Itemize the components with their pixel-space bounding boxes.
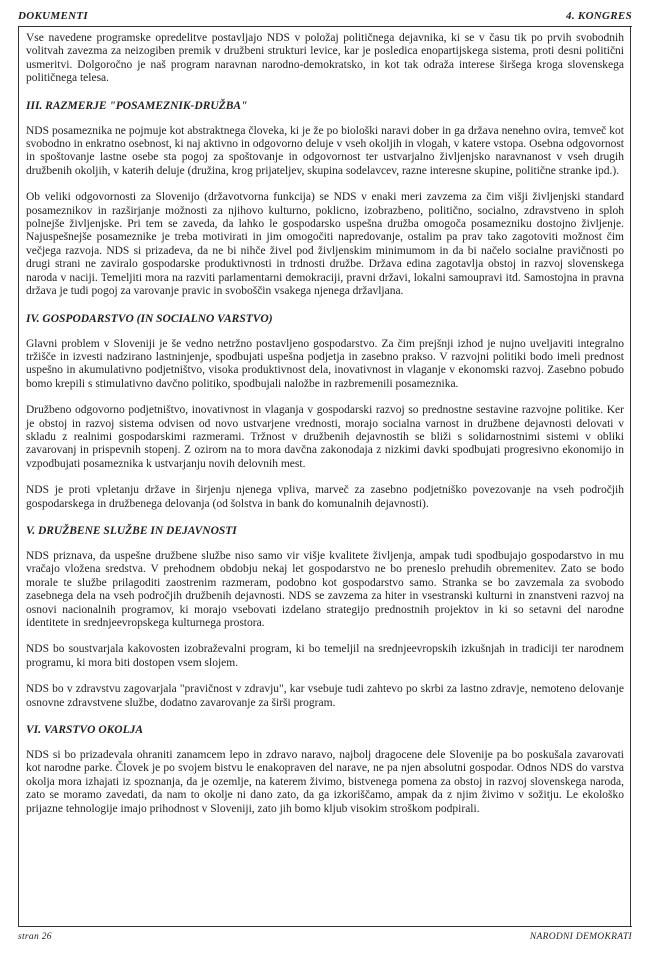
footer-rule xyxy=(18,926,632,927)
header-section-label: DOKUMENTI xyxy=(18,10,88,22)
paragraph: NDS je proti vpletanju države in širjenju njenega vpliva, marveč za zasebno podjetniško povezovanje na vseh področjih gospodarskega in družbenega delovanja (od šolstva in bank do komunalnih dejavnosti). xyxy=(26,484,624,510)
paragraph: Glavni problem v Sloveniji je še vedno netržno postavljeno gospodarstvo. Za čim prejšnji izhod je nujno uveljaviti integralno tržišče in izvesti nadzirano lastninjenje, spodbujati uspešna podjetja in zasebno prakso. V razvojni politiki bodo imeli prednost uspešno in akumulativno podjetništvo, visoka produktivnost dela, inovativnost in vlaganje v ekonomski razvoj. Zasebno pobudo bomo krepili s stimulativno davčno politiko, spodbujali naložbe in razbremenili posameznika. xyxy=(26,337,624,390)
paragraph: Ob veliki odgovornosti za Slovenijo (državotvorna funkcija) se NDS v enaki meri zavzema za čim višji življenjski standard posameznikov in razširjanje možnosti za njihovo kulturno, poklicno, izobrazbeno, politično, socialno, zdravstveno in sploh polnejše življenjske. Pri tem se zaveda, da lahko le gospodarsko uspešna družba omogoča posamezniku dostojno življenje. Najuspešnejše posameznike je treba motivirati in jim omogočiti napredovanje, ostalim pa prav tako zagotoviti možnost čim večjega razvoja. NDS si prizadeva, da ne bi nihče živel pod življenskim minimumom in da bi načelo socialne pravičnosti po drugi strani ne zaviralo gospodarske produktivnosti in trdnosti družbe. Država edina zagotavlja obstoj in razvoj slovenskega naroda v naciji. Temeljiti mora na razviti parlamentarni demokraciji, pravni državi, lokalni samoupravi itd. Samostojna in pravna država je tudi pogoj za varovanje pravic in svoboščin vsakega njenega državljana. xyxy=(26,191,624,298)
paragraph: NDS priznava, da uspešne družbene službe niso samo vir višje kvalitete življenja, ampak tudi spodbujajo gospodarstvo in mu vračajo vložena sredstva. V prehodnem obdobju nekaj let gospodarstvo ne bo preneslo prehudih obremenitev. Zato se bodo morale te službe prilagoditi zaostrenim razmeram, podobno kot gospodarstvo samo. Stranka se bo zavzemala za svobodo zasebnega dela na vseh področjih družbenih dejavnosti. NDS se zavzema za hiter in vsestranski kulturni in znanstveni razvoj na osnovi nacionalnih programov, ki morajo vsebovati izdelano strategijo prednostnih projektov in ki so setavni del narodne identitete in srednjeevropskega kulturnega prostora. xyxy=(26,549,624,629)
section-heading-iii: III. RAZMERJE "POSAMEZNIK-DRUŽBA" xyxy=(26,99,248,112)
paragraph: Družbeno odgovorno podjetništvo, inovativnost in vlaganja v gospodarski razvoj so prednostne sestavine razvojne politike. Ker je obstoj in razvoj sistema odvisen od novo ustvarjene vrednosti, morajo socialna varnost in družbene dejavnosti delovati v skladu z realnimi gospodarskimi razmerami. Tržnost v družbenih dejavnostih se bliži s solidarnostnimi sistemi v obliki zavarovanj in prispevnih stopenj. Z ozirom na to mora davčna zakonodaja z nizkimi davki spodbujati progresivno ekonomijo in vzpodbujati posameznika k ustvarjanju novih delovnih mest. xyxy=(26,404,624,470)
paragraph: NDS si bo prizadevala ohraniti zanamcem lepo in zdravo naravo, najbolj dragocene dele Slovenije pa bo poskušala zavarovati kot narodne parke. Človek je po svojem bistvu le enakopraven del narave, ne pa njen absolutni gospodar. Odnos NDS do varstva okolja mora izhajati iz spoznanja, da je ozemlje, na katerem živimo, bistvenega pomena za obstoj in razvoj slovenskega naroda, zato se moramo zavedati, da nam to okolje ni dano zato, da ga izkoriščamo, ampak da z njim živimo v sožitju. Le ekološko prijazne tehnologije imajo prihodnost v Sloveniji, zato jih bomo kljub visokim stroškom podpirali. xyxy=(26,749,624,815)
paragraph: NDS posameznika ne pojmuje kot abstraktnega človeka, ki je že po biološki naravi dober in ga država nenehno ovira, temveč kot svobodno in enkratno osebnost, ki naj aktivno in odgovorno deluje v vseh okoljih in vlogah, v katere vstopa. Osebna odgovornost in spoštovanje lastne osebe sta pogoj za spoštovanje in odgovornost ter ustvarjalno življenjsko naravnanost v vseh drugih družbenih okoljih, v katerih deluje (družina, krog prijateljev, skupina sodelavcev, razne interesne skupine, politične stranke ipd.). xyxy=(26,124,624,177)
page-number: stran 26 xyxy=(18,932,52,942)
page-footer xyxy=(18,932,632,942)
header-congress-label: 4. KONGRES xyxy=(566,10,632,22)
header-rule xyxy=(18,26,632,27)
section-heading-v: V. DRUŽBENE SLUŽBE IN DEJAVNOSTI xyxy=(26,524,237,537)
section-heading-iv: IV. GOSPODARSTVO (IN SOCIALNO VARSTVO) xyxy=(26,312,273,325)
footer-publisher: NARODNI DEMOKRATI xyxy=(529,932,632,942)
page-header xyxy=(18,4,632,22)
paragraph: NDS bo v zdravstvu zagovarjala "pravičnost v zdravju", kar vsebuje tudi zahtevo po skrbi za lastno zdravje, nemoteno delovanje osnovne zdravstvene službe, dodatno zavarovanje za širši program. xyxy=(26,683,624,709)
section-heading-vi: VI. VARSTVO OKOLJA xyxy=(26,724,144,737)
document-page xyxy=(18,4,632,949)
paragraph: NDS bo soustvarjala kakovosten izobraževalni program, ki bo temeljil na srednjeevropskih izkušnjah in tradiciji ter narodnem programu, ki mora biti dostopen vsem slojem. xyxy=(26,643,624,669)
left-border xyxy=(18,26,19,926)
page-content xyxy=(26,32,624,829)
intro-paragraph: Vse navedene programske opredelitve postavljajo NDS v položaj političnega dejavnika, ki se v času tik po prvih svobodnih volitvah zavezma za neizogiben premik v družbeni strukturi levice, kar je posledica enopartijskega sistema, proti desni politični usmeritvi. Dolgoročno je naš program naravnan narodno-demokratsko, in kot tak odraža interese širšega kroga slovenskega političnega telesa. xyxy=(26,32,624,85)
right-border xyxy=(630,26,631,926)
